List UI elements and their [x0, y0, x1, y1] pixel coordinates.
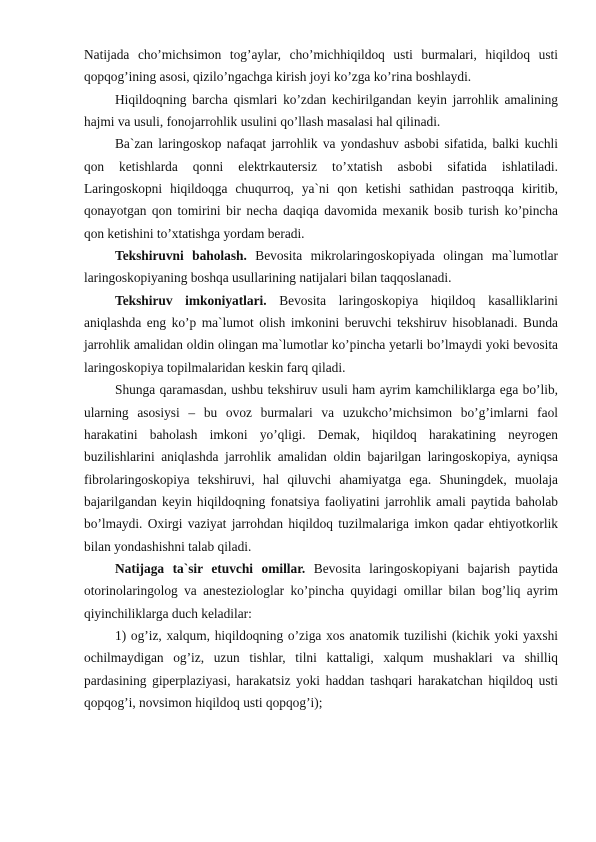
paragraph-4-text: Bevosita mikrolaringoskopiyada olingan ma`lumotlar laringoskopiyaning boshqa usullarining natijalari bilan taqqoslanadi. — [84, 248, 558, 286]
paragraph-2 — [84, 89, 558, 134]
paragraph-8-text: 1) og’iz, xalqum, hiqildoqning o’ziga xos anatomik tuzilishi (kichik yoki yaxshi ochilmaydigan og’iz, uzun tishlar, tilni kattaligi, xalqum mushaklari va shilliq pardasining giperplaziyasi, harakatsiz yoki haddan tashqari harakatchan hiqildoq usti qopqog’i, novsimon hiqildoq usti qopqog’i); — [84, 627, 558, 710]
paragraph-5 — [84, 290, 558, 379]
paragraph-2-text: Hiqildoqning barcha qismlari ko’zdan kechirilgandan keyin jarrohlik amalining hajmi va usuli, fonojarrohlik usulini qo’llash masalasi hal qilinadi. — [84, 91, 558, 130]
paragraph-7-text: Bevosita laringoskopiyani bajarish paytida otorinolaringolog va anesteziologlar ko’pincha quyidagi omillar bilan bog’liq ayrim qiyinchiliklarga duch keladilar: — [84, 560, 558, 621]
paragraph-6 — [84, 379, 558, 558]
paragraph-6-text: Shunga qaramasdan, ushbu tekshiruv usuli ham ayrim kamchiliklarga ega bo’lib, ularning asosiysi – bu ovoz burmalari va uzukcho’michsimon bo’g’imlarni faol harakatini baholash imkoni yo’qligi. Demak, hiqildoq harakatining neyrogen buzilishlarini aniqlashda jarrohlik amalidan oldin bajarilgan laringoskopiya, ayniqsa fibrolaringoskopiya tekshiruvi, hal qiluvchi ahamiyatga ega. Shuningdek, muolaja bajarilgandan keyin hiqildoqning fonatsiya faoliyatini jarrohlik amali paytida baholab bo’lmaydi. Oxirgi vaziyat jarrohdan hiqildoq tuzilmalariga imkon qadar ehtiyotkorlik bilan yondashishni talab qiladi. — [84, 382, 558, 554]
document-page — [84, 44, 558, 714]
section-heading-evaluation: Tekshiruvni baholash. — [115, 248, 247, 264]
section-heading-capabilities: Tekshiruv imkoniyatlari. — [115, 292, 267, 308]
paragraph-3-text: Ba`zan laringoskop nafaqat jarrohlik va yondashuv asbobi sifatida, balki kuchli qon ketishlarda qonni elektrkautersiz to’xtatish asbobi sifatida ishlatiladi. Laringoskopni hiqildoqga chuqurroq, ya`ni qon ketishi sathidan pastroqqa kiritib, qonayotgan qon tomirini bir necha daqiqa davomida mexanik bosib turish ko’pincha qon ketishini to’xtatishga yordam beradi. — [84, 136, 558, 241]
paragraph-8 — [84, 625, 558, 714]
section-heading-factors: Natijaga ta`sir etuvchi omillar. — [115, 560, 306, 576]
paragraph-3 — [84, 133, 558, 245]
paragraph-5-text: Bevosita laringoskopiya hiqildoq kasalliklarini aniqlashda eng ko’p ma`lumot olish imkonini beruvchi tekshiruv hisoblanadi. Bunda jarrohlik amalidan oldin olingan ma`lumotlar ko’pincha yetarli bo’lmaydi yoki bevosita laringoskopiya topilmalaridan keskin farq qiladi. — [84, 292, 558, 375]
paragraph-1-text: Natijada cho’michsimon tog’aylar, cho’michhiqildoq usti burmalari, hiqildoq usti qopqog’ining asosi, qizilo’ngachga kirish joyi ko’zga ko’rina boshlaydi. — [84, 47, 558, 85]
paragraph-1 — [84, 44, 558, 89]
paragraph-7 — [84, 558, 558, 625]
paragraph-4 — [84, 245, 558, 290]
